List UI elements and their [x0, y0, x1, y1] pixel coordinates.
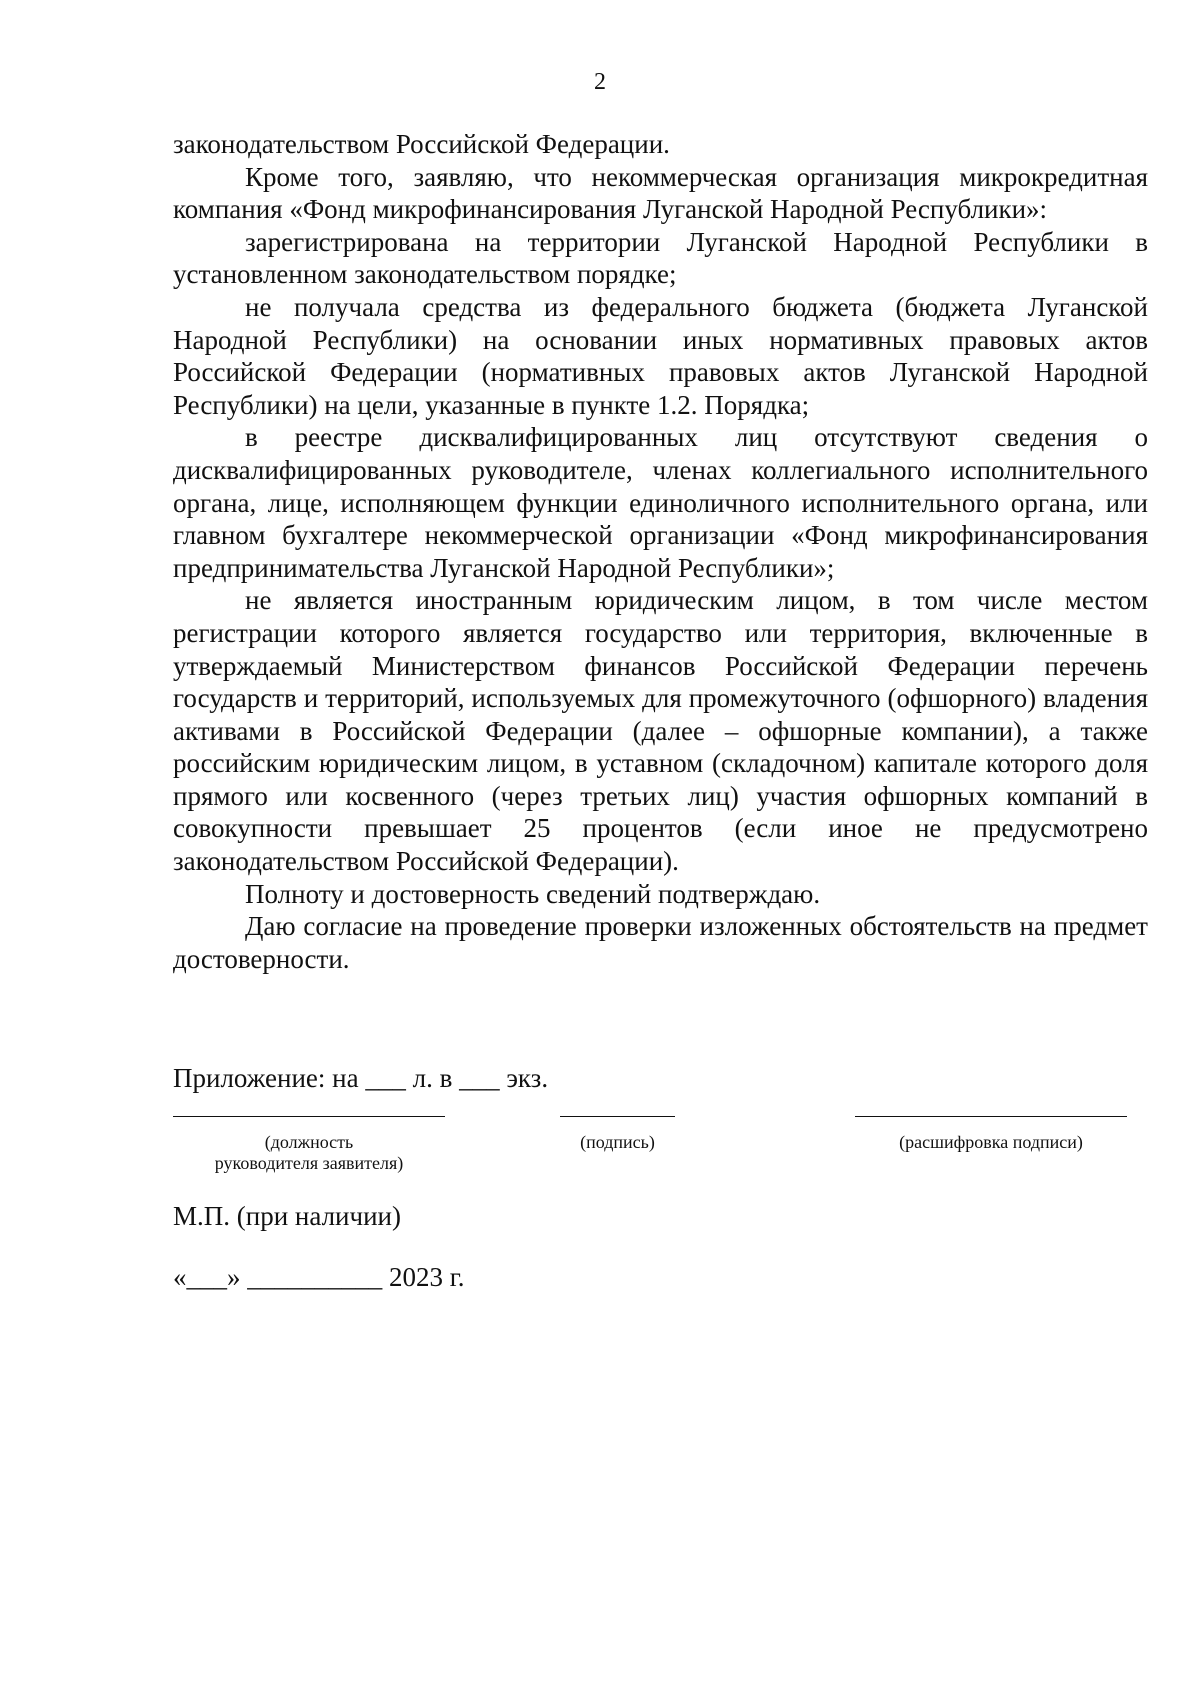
paragraph-1: законодательством Российской Федерации.: [173, 129, 670, 159]
attachment-line: Приложение: на ___ л. в ___ экз.: [173, 1063, 549, 1093]
decoding-signature-block: [855, 1116, 1127, 1153]
signature-caption: (подпись): [580, 1132, 655, 1152]
paragraph-8: Даю согласие на проведение проверки изложенных обстоятельств на предмет достоверности.: [173, 911, 1148, 974]
paragraph-3: зарегистрирована на территории Луганской Народной Республики в установленном законодательством порядке;: [173, 226, 1148, 290]
decoding-signature-line: [855, 1116, 1127, 1117]
document-body: [173, 128, 1148, 975]
position-signature-block: [173, 1116, 445, 1174]
paragraph-5: в реестре дисквалифицированных лиц отсутствуют сведения о дисквалифицированных руководителе, членах коллегиального исполнительного органа, лице, исполняющем функции единоличного исполнительного органа, или главном бухгалтере некоммерческой организации «Фонд микрофинансирования предпринимательства Луганской Народной Республики»;: [173, 422, 1148, 583]
paragraph-4: не получала средства из федерального бюджета (бюджета Луганской Народной Республики) на основании иных нормативных правовых актов Российской Федерации (нормативных правовых актов Луганской Народной Республики) на цели, указанные в пункте 1.2. Порядка;: [173, 291, 1148, 420]
paragraph-2: Кроме того, заявляю, что некоммерческая организация микрокредитная компания «Фонд микрофинансирования Луганской Народной Республики»:: [173, 161, 1148, 225]
paragraph-7: Полноту и достоверность сведений подтверждаю.: [245, 878, 821, 909]
signature-block: [560, 1116, 675, 1153]
date-line: «___» __________ 2023 г.: [173, 1262, 465, 1292]
position-signature-line: [173, 1116, 445, 1117]
signature-line: [560, 1116, 675, 1117]
stamp-label: М.П. (при наличии): [173, 1201, 401, 1231]
page-number: 2: [594, 69, 606, 95]
position-caption: (должность руководителя заявителя): [214, 1132, 404, 1173]
decoding-caption: (расшифровка подписи): [899, 1132, 1083, 1152]
paragraph-6: не является иностранным юридическим лицом, в том числе местом регистрации которого является государство или территория, включенные в утверждаемый Министерством финансов Российской Федерации перечень государств и территорий, используемых для промежуточного (офшорного) владения активами в Российской Федерации (далее – офшорные компании), а также российским юридическим лицом, в уставном (складочном) капитале которого доля прямого или косвенного (через третьих лиц) участия офшорных компаний в совокупности превышает 25 процентов (если иное не предусмотрено законодательством Российской Федерации).: [173, 585, 1148, 877]
